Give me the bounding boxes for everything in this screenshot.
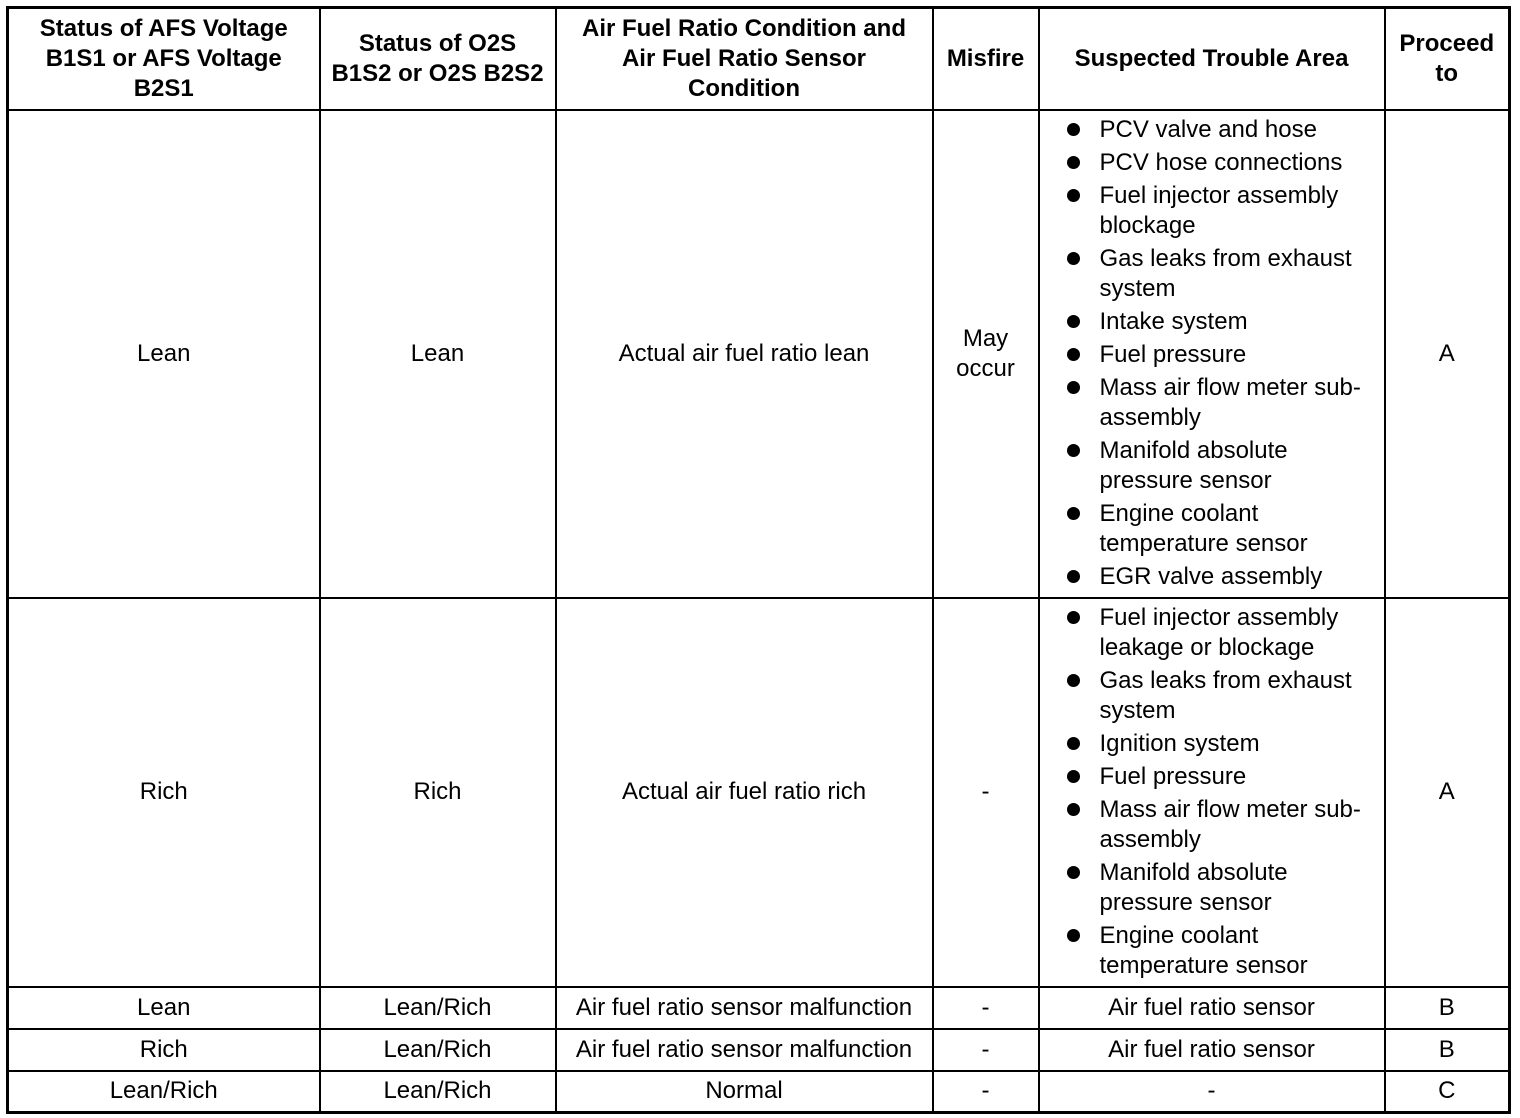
header-misfire: Misfire (933, 8, 1039, 110)
list-item (1066, 762, 1378, 792)
misfire-cell: - (933, 598, 1039, 987)
list-item (1066, 340, 1378, 370)
condition-cell: Air fuel ratio sensor malfunction (556, 987, 933, 1029)
bullet-icon (1067, 929, 1080, 942)
trouble-area-item: Manifold absolute pressure sensor (1099, 859, 1288, 916)
list-item (1066, 181, 1378, 241)
condition-cell: Air fuel ratio sensor malfunction (556, 1029, 933, 1071)
list-item (1066, 858, 1378, 918)
trouble-area-item: Ignition system (1099, 730, 1260, 757)
bullet-icon (1067, 444, 1080, 457)
trouble-table (6, 6, 1511, 1114)
trouble-area-item: Fuel pressure (1099, 341, 1247, 368)
list-item (1066, 499, 1378, 559)
trouble-area-list (1046, 115, 1378, 592)
misfire-cell: - (933, 987, 1039, 1029)
trouble-area-item: Gas leaks from exhaust system (1099, 245, 1352, 302)
trouble-area-item: Engine coolant temperature sensor (1099, 922, 1308, 979)
condition-cell: Actual air fuel ratio lean (556, 110, 933, 598)
o2s-status-cell: Lean/Rich (320, 1071, 556, 1113)
bullet-icon (1067, 770, 1080, 783)
proceed-cell: B (1385, 1029, 1510, 1071)
trouble-area-item: Fuel pressure (1099, 763, 1247, 790)
table-row (8, 598, 1510, 987)
bullet-icon (1067, 123, 1080, 136)
bullet-icon (1067, 866, 1080, 879)
o2s-status-cell: Rich (320, 598, 556, 987)
table-row (8, 110, 1510, 598)
trouble-area-item: Mass air flow meter sub-assembly (1099, 374, 1361, 431)
list-item (1066, 795, 1378, 855)
header-afs-status: Status of AFS Voltage B1S1 or AFS Voltage B2S1 (8, 8, 320, 110)
trouble-area-item: Gas leaks from exhaust system (1099, 667, 1352, 724)
trouble-area-item: Engine coolant temperature sensor (1099, 500, 1308, 557)
bullet-icon (1067, 189, 1080, 202)
o2s-status-cell: Lean/Rich (320, 1029, 556, 1071)
list-item (1066, 921, 1378, 981)
trouble-area-list (1046, 603, 1378, 981)
list-item (1066, 666, 1378, 726)
list-item (1066, 603, 1378, 663)
list-item (1066, 562, 1378, 592)
trouble-area-cell: - (1039, 1071, 1385, 1113)
table-row (8, 1071, 1510, 1113)
o2s-status-cell: Lean/Rich (320, 987, 556, 1029)
afs-status-cell: Rich (8, 598, 320, 987)
header-row (8, 8, 1510, 110)
misfire-cell: - (933, 1029, 1039, 1071)
misfire-cell: - (933, 1071, 1039, 1113)
bullet-icon (1067, 611, 1080, 624)
trouble-area-item: Manifold absolute pressure sensor (1099, 437, 1288, 494)
trouble-area-item: PCV valve and hose (1099, 116, 1317, 143)
misfire-cell: May occur (933, 110, 1039, 598)
bullet-icon (1067, 156, 1080, 169)
list-item (1066, 115, 1378, 145)
proceed-cell: B (1385, 987, 1510, 1029)
trouble-area-item: EGR valve assembly (1099, 563, 1323, 590)
table-row (8, 987, 1510, 1029)
list-item (1066, 307, 1378, 337)
trouble-area-cell (1039, 598, 1385, 987)
bullet-icon (1067, 348, 1080, 361)
bullet-icon (1067, 570, 1080, 583)
trouble-area-cell: Air fuel ratio sensor (1039, 987, 1385, 1029)
afs-status-cell: Lean (8, 987, 320, 1029)
proceed-cell: A (1385, 598, 1510, 987)
afs-status-cell: Rich (8, 1029, 320, 1071)
afs-status-cell: Lean/Rich (8, 1071, 320, 1113)
bullet-icon (1067, 315, 1080, 328)
trouble-area-item: Mass air flow meter sub-assembly (1099, 796, 1361, 853)
trouble-area-item: Intake system (1099, 308, 1248, 335)
condition-cell: Actual air fuel ratio rich (556, 598, 933, 987)
o2s-status-cell: Lean (320, 110, 556, 598)
list-item (1066, 244, 1378, 304)
list-item (1066, 436, 1378, 496)
bullet-icon (1067, 803, 1080, 816)
afs-status-cell: Lean (8, 110, 320, 598)
bullet-icon (1067, 381, 1080, 394)
bullet-icon (1067, 674, 1080, 687)
bullet-icon (1067, 507, 1080, 520)
condition-cell: Normal (556, 1071, 933, 1113)
table-row (8, 1029, 1510, 1071)
proceed-cell: C (1385, 1071, 1510, 1113)
header-proceed: Proceed to (1385, 8, 1510, 110)
list-item (1066, 729, 1378, 759)
list-item (1066, 148, 1378, 178)
header-condition: Air Fuel Ratio Condition and Air Fuel Ratio Sensor Condition (556, 8, 933, 110)
bullet-icon (1067, 737, 1080, 750)
trouble-area-cell (1039, 110, 1385, 598)
header-trouble-area: Suspected Trouble Area (1039, 8, 1385, 110)
list-item (1066, 373, 1378, 433)
bullet-icon (1067, 252, 1080, 265)
trouble-area-item: Fuel injector assembly blockage (1099, 182, 1339, 239)
trouble-area-cell: Air fuel ratio sensor (1039, 1029, 1385, 1071)
trouble-area-item: PCV hose connections (1099, 149, 1343, 176)
proceed-cell: A (1385, 110, 1510, 598)
header-o2s-status: Status of O2S B1S2 or O2S B2S2 (320, 8, 556, 110)
trouble-area-item: Fuel injector assembly leakage or blockage (1099, 604, 1339, 661)
